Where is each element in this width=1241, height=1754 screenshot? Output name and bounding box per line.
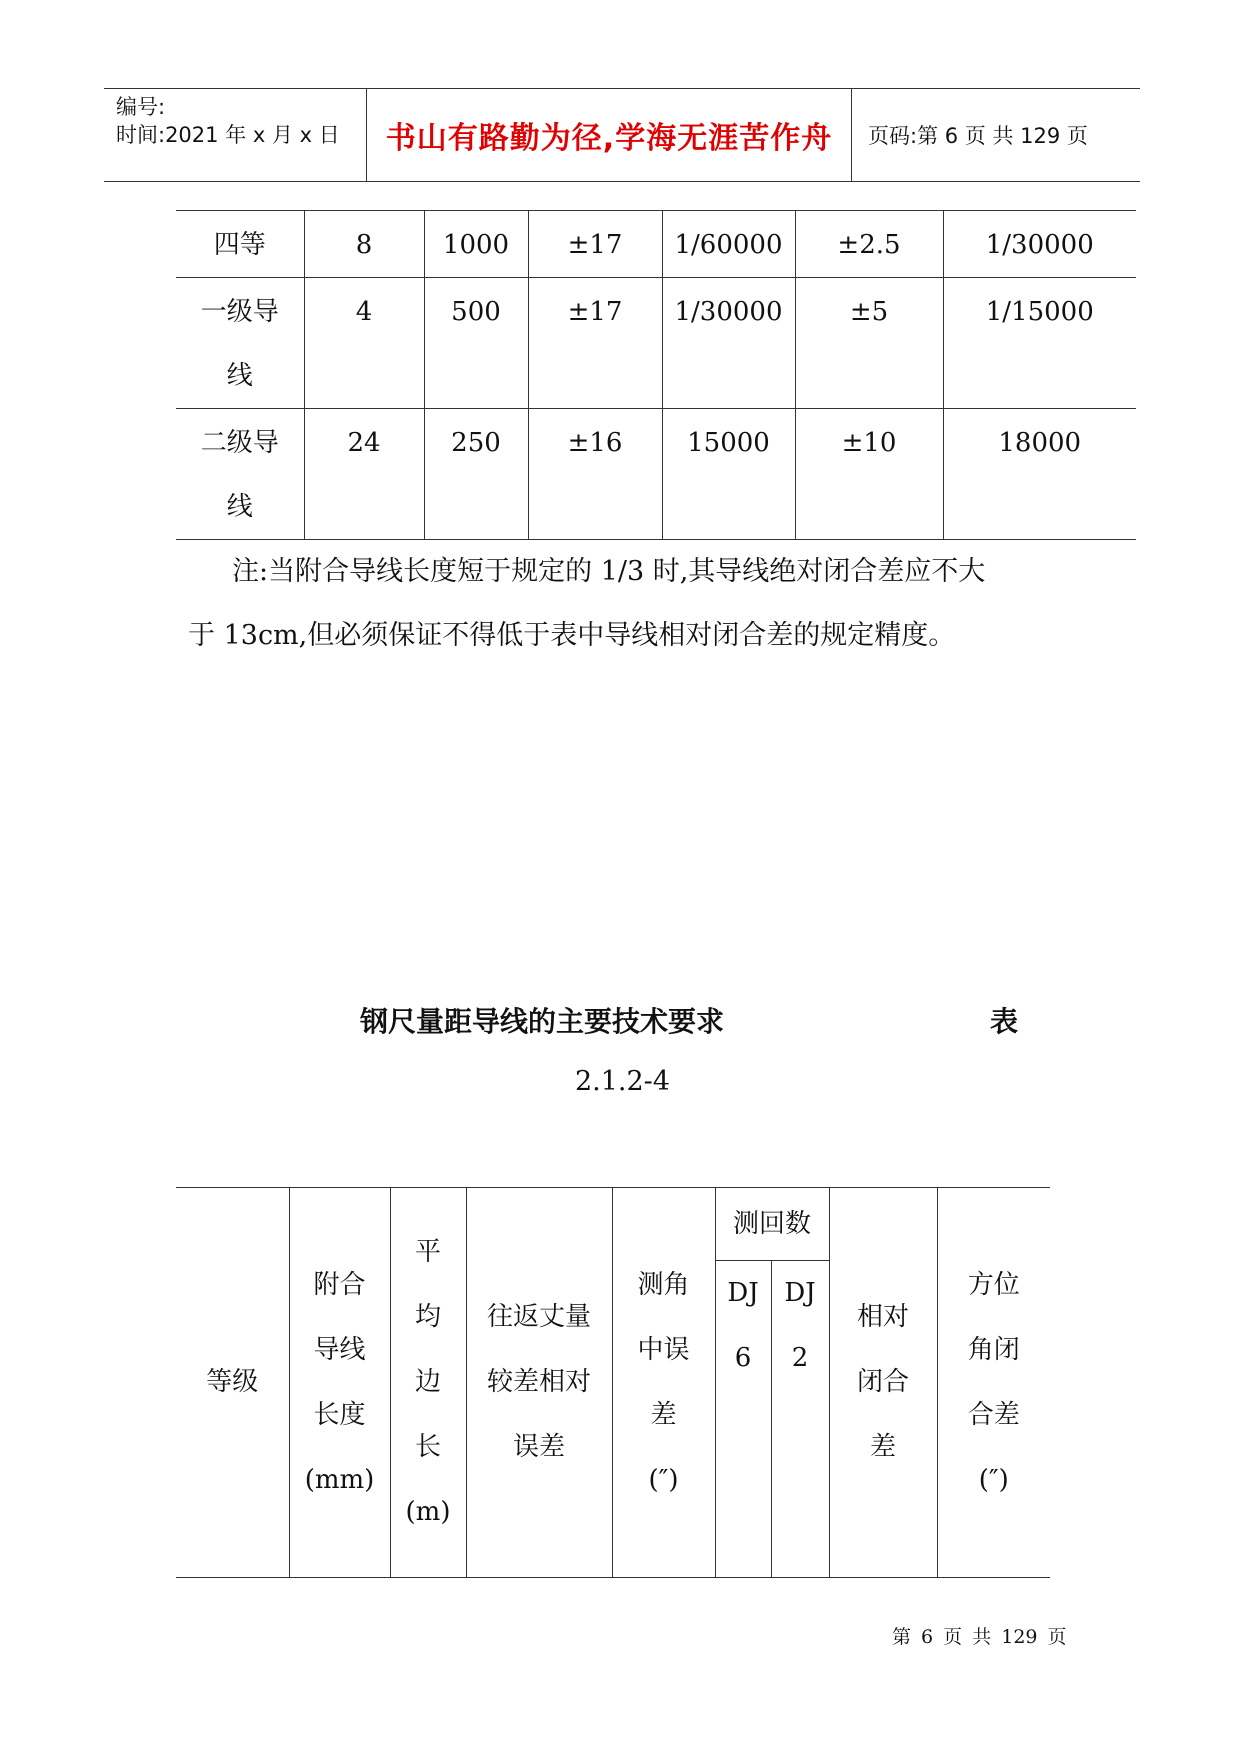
grade-text-line: 线 (226, 492, 253, 522)
header-text-line: 2 (791, 1343, 809, 1373)
table-cell: 1/30000 (662, 278, 795, 409)
header-text-line: 相对 (856, 1302, 909, 1332)
header-text-line: 差 (869, 1432, 896, 1462)
header-text-line: 导线 (313, 1334, 366, 1365)
table-cell: ±17 (528, 278, 662, 409)
grade-cell (176, 278, 304, 409)
table-row (176, 211, 1136, 278)
header-text-line: 边 (414, 1367, 441, 1397)
header-motto-cell (367, 89, 852, 181)
header-text-line: 中误 (637, 1334, 690, 1365)
note-line-2: 于 13cm,但必须保证不得低于表中导线相对闭合差的规定精度。 (188, 620, 956, 651)
table-cell: 18000 (943, 409, 1136, 540)
header-text-line: 平 (414, 1237, 441, 1267)
grade-cell: 四等 (213, 230, 266, 260)
header-text-line: 较差相对 (486, 1367, 591, 1397)
header-round-trip-error (466, 1188, 612, 1578)
header-text-line: (m) (405, 1497, 451, 1527)
header-dj2 (771, 1261, 829, 1578)
table-cell: 1/15000 (943, 278, 1136, 409)
table-cell: 24 (304, 409, 424, 540)
header-text-line: DJ (727, 1278, 759, 1308)
table-cell: 1000 (424, 211, 528, 278)
table-cell: 1/30000 (943, 211, 1136, 278)
header-azimuth-closure (937, 1188, 1050, 1578)
header-text-line: DJ (784, 1278, 816, 1308)
table-cell: ±2.5 (795, 211, 943, 278)
table-cell: ±16 (528, 409, 662, 540)
header-text-line: 长 (414, 1432, 441, 1462)
header-text-line: 误差 (512, 1432, 565, 1462)
doc-number-label: 编号: (116, 95, 166, 119)
header-text-line: 闭合 (856, 1367, 909, 1397)
table-title-tag: 表 (990, 1005, 1019, 1038)
page-header (104, 88, 1140, 182)
header-text-line: 合差 (967, 1399, 1020, 1430)
table-row (176, 278, 1136, 409)
header-text-line: 差 (650, 1399, 677, 1430)
header-text-line: 角闭 (967, 1334, 1020, 1365)
table-cell: ±5 (795, 278, 943, 409)
header-grade: 等级 (206, 1367, 259, 1397)
table-number: 2.1.2-4 (574, 1066, 670, 1097)
header-relative-closure (829, 1188, 937, 1578)
header-text-line: 附合 (313, 1269, 366, 1300)
header-rounds: 测回数 (715, 1188, 829, 1261)
table-cell: ±10 (795, 409, 943, 540)
grade-text-line: 一级导 (200, 297, 279, 327)
header-text-line: 均 (414, 1302, 441, 1332)
table-cell: 8 (304, 211, 424, 278)
motto: 书山有路勤为径,学海无涯苦作舟 (385, 121, 833, 156)
header-info-cell (104, 89, 367, 181)
table-cell: ±17 (528, 211, 662, 278)
header-dj6 (715, 1261, 771, 1578)
header-text-line: (″) (648, 1464, 679, 1495)
header-text-line: 6 (734, 1343, 752, 1373)
time-label: 时间:2021 年 x 月 x 日 (116, 123, 340, 147)
table-cell: 15000 (662, 409, 795, 540)
header-angle-error (612, 1188, 715, 1578)
grade-text-line: 二级导 (200, 428, 279, 458)
header-text-line: 测角 (637, 1269, 690, 1300)
footer-page-number: 第 6 页 共 129 页 (892, 1626, 1067, 1648)
header-average-side-length (390, 1188, 466, 1578)
header-text-line: 方位 (967, 1269, 1020, 1300)
grade-text-line: 线 (226, 361, 253, 391)
header-page-number: 页码:第 6 页 共 129 页 (868, 124, 1088, 148)
table-title: 钢尺量距导线的主要技术要求 (360, 1005, 725, 1038)
table-cell: 500 (424, 278, 528, 409)
header-traverse-length (289, 1188, 390, 1578)
steel-tape-traverse-table (176, 1187, 1050, 1578)
table-row (176, 409, 1136, 540)
header-page-cell (852, 89, 1140, 181)
grade-cell (176, 409, 304, 540)
header-text-line: 往返丈量 (486, 1302, 591, 1332)
table-cell: 250 (424, 409, 528, 540)
table-cell: 1/60000 (662, 211, 795, 278)
header-text-line: 长度 (313, 1399, 366, 1430)
table-header-row (176, 1188, 1050, 1261)
header-text-line: (mm) (304, 1464, 375, 1495)
header-text-line: (″) (978, 1464, 1009, 1495)
table-cell: 4 (304, 278, 424, 409)
note-line-1: 注:当附合导线长度短于规定的 1/3 时,其导线绝对闭合差应不大 (232, 556, 986, 587)
traverse-spec-table-continued (176, 210, 1136, 540)
